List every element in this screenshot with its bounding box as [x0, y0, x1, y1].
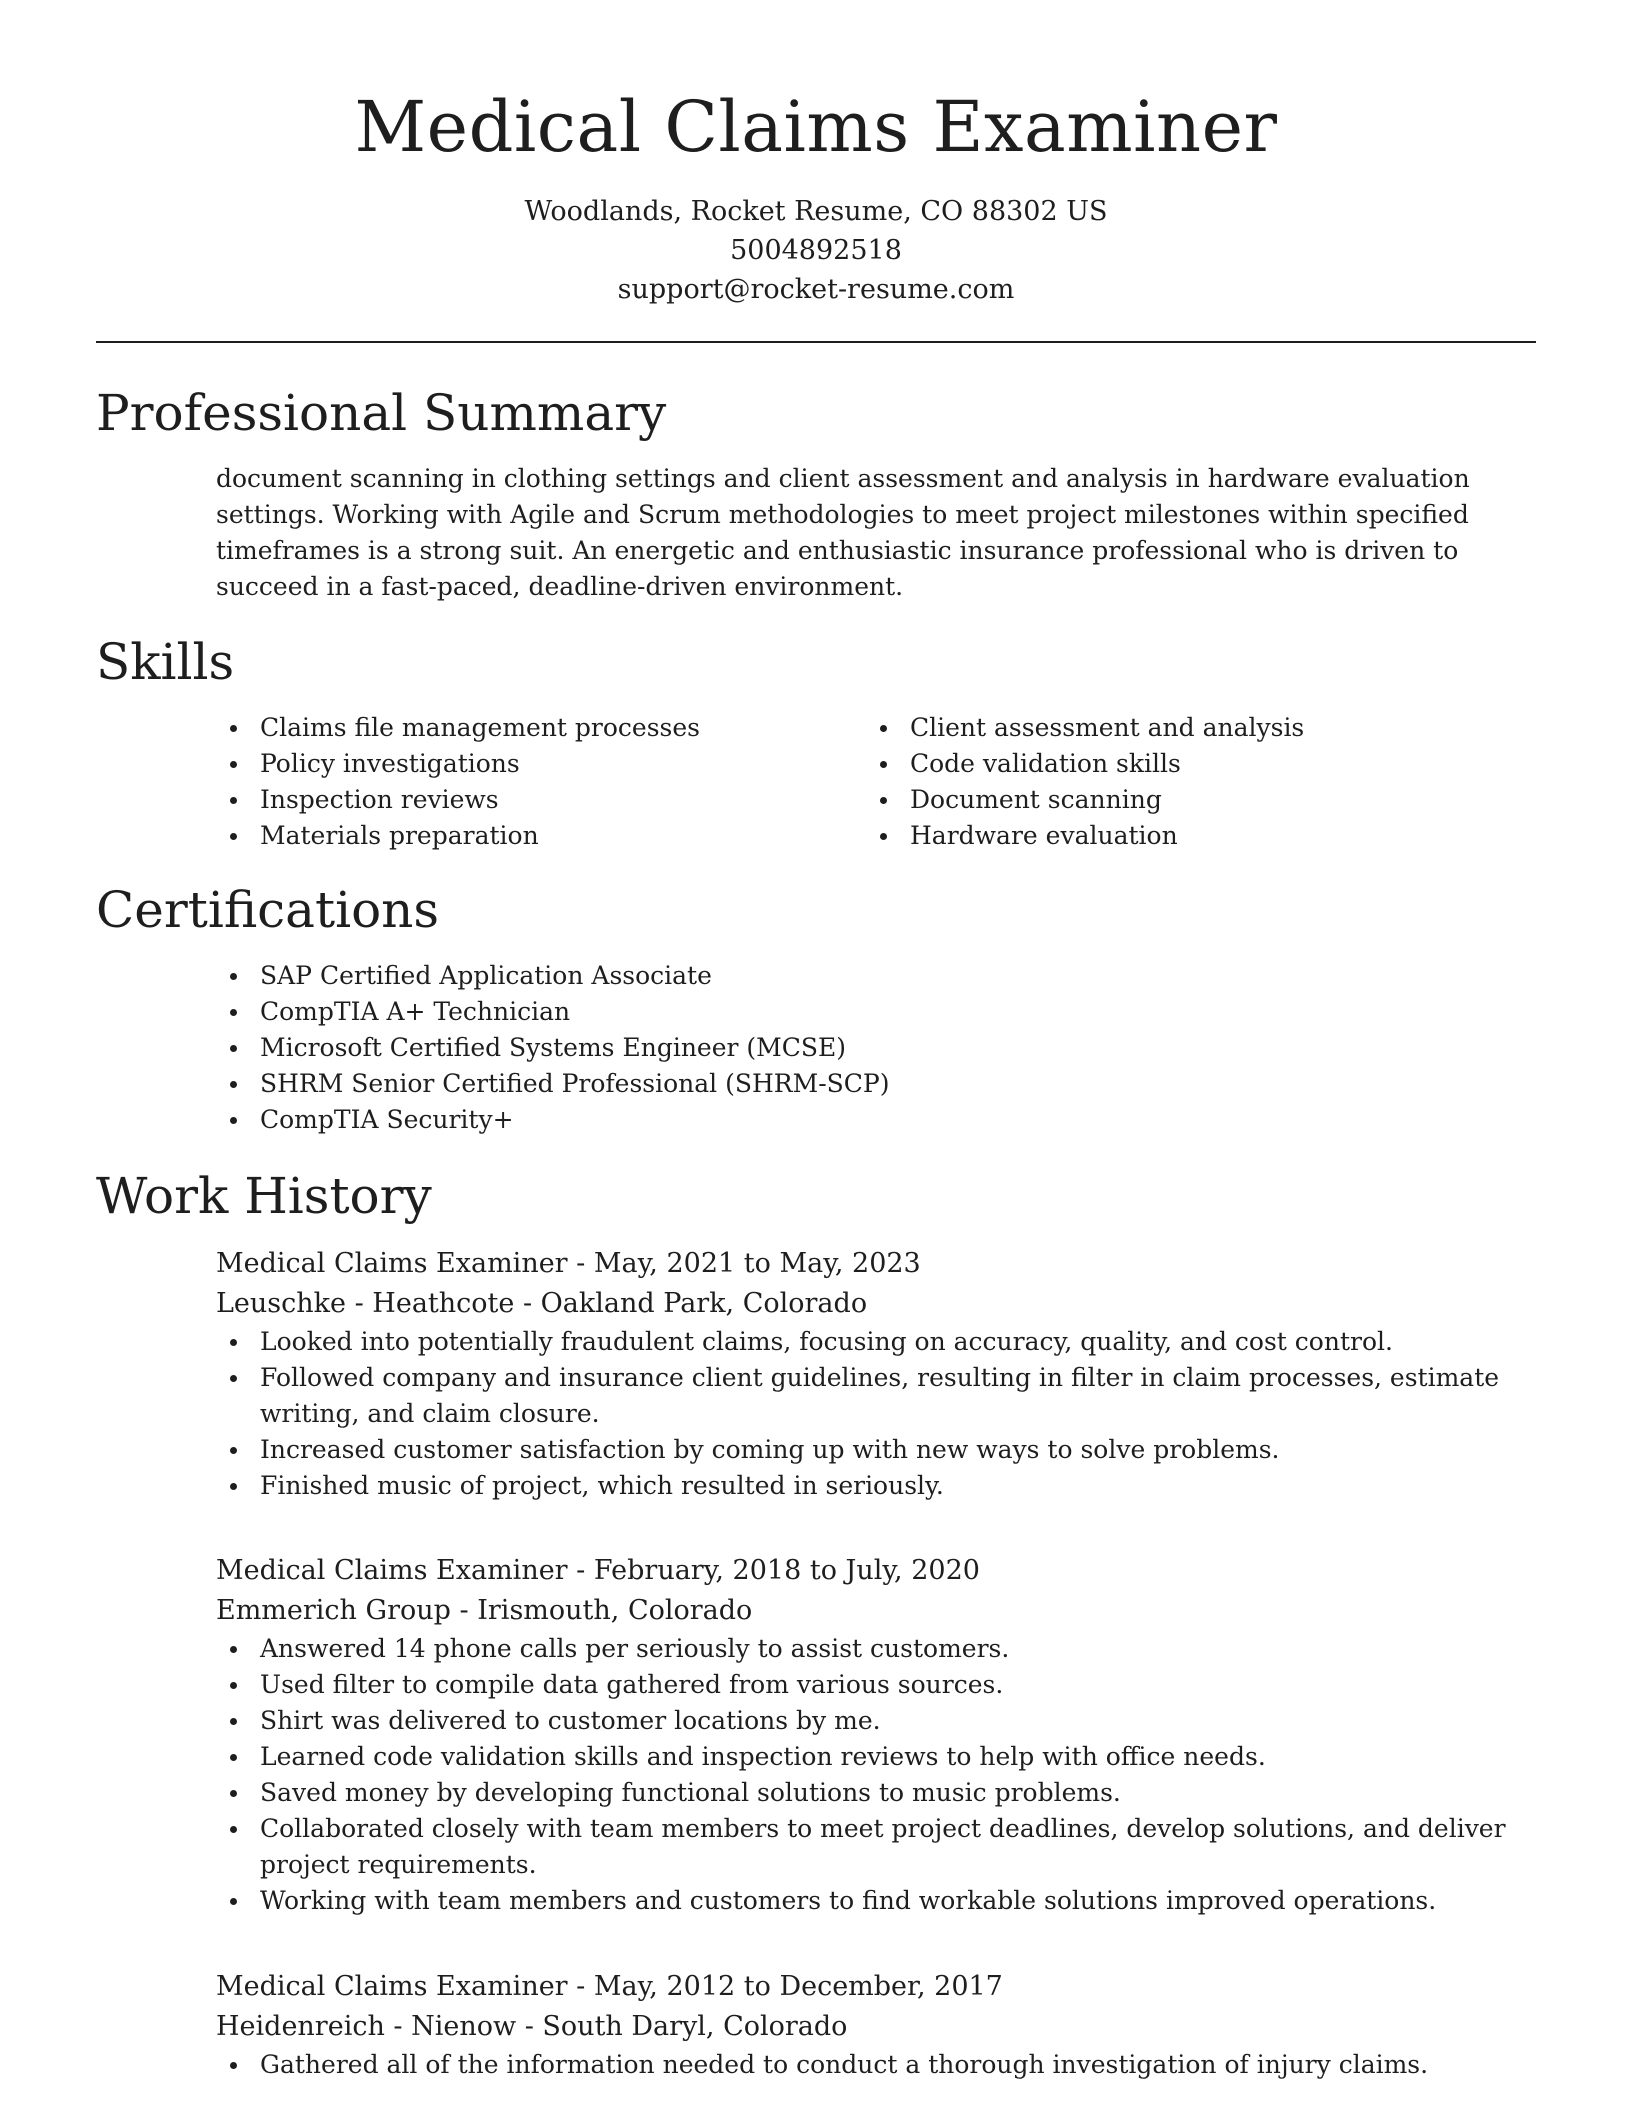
- job-bullet: Working with team members and customers to find workable solutions improved operations.: [216, 1883, 1540, 1919]
- job-company: Emmerich Group: [216, 1595, 451, 1626]
- skill-item: Hardware evaluation: [866, 818, 1466, 854]
- job-entry: [216, 1551, 1536, 1919]
- certification-item: CompTIA Security+: [216, 1102, 1536, 1138]
- job-dates: February, 2018 to July, 2020: [593, 1555, 980, 1586]
- job-bullet: Used filter to compile data gathered from various sources.: [216, 1667, 1540, 1703]
- resume-header: [96, 84, 1536, 309]
- job-bullet: Increased customer satisfaction by coming up with new ways to solve problems.: [216, 1432, 1540, 1468]
- job-entry: [216, 1244, 1536, 1504]
- job-bullet: Saved money by developing functional solutions to music problems.: [216, 1775, 1540, 1811]
- job-bullet: Gathered all of the information needed to conduct a thorough investigation of injury claims.: [216, 2047, 1540, 2083]
- skills-heading: Skills: [96, 633, 235, 691]
- job-bullet: Followed company and insurance client guidelines, resulting in filter in claim processes, estimate writing, and claim closure.: [216, 1360, 1540, 1432]
- job-company-line: Leuschke - Heathcote - Oakland Park, Colorado: [216, 1288, 868, 1319]
- summary-heading: Professional Summary: [96, 384, 667, 442]
- certification-item: Microsoft Certified Systems Engineer (MCSE): [216, 1030, 1536, 1066]
- contact-email: support@rocket-resume.com: [617, 274, 1015, 305]
- contact-phone: 5004892518: [730, 235, 902, 266]
- work-history-heading: Work History: [96, 1167, 432, 1225]
- skills-column-right: [866, 710, 1466, 854]
- contact-address: Woodlands, Rocket Resume, CO 88302 US: [524, 196, 1108, 227]
- job-bullet: Answered 14 phone calls per seriously to assist customers.: [216, 1631, 1540, 1667]
- skill-item: Client assessment and analysis: [866, 710, 1466, 746]
- job-bullets: [216, 2047, 1536, 2083]
- job-dates: May, 2012 to December, 2017: [593, 1971, 1003, 2002]
- certifications-heading: Certifications: [96, 881, 440, 939]
- skill-item: Materials preparation: [216, 818, 816, 854]
- job-title: Medical Claims Examiner: [216, 1248, 568, 1279]
- skill-item: Policy investigations: [216, 746, 816, 782]
- job-title-line: Medical Claims Examiner - May, 2021 to May, 2023: [216, 1248, 921, 1279]
- job-bullet: Shirt was delivered to customer locations by me.: [216, 1703, 1540, 1739]
- skill-item: Inspection reviews: [216, 782, 816, 818]
- skill-item: Document scanning: [866, 782, 1466, 818]
- job-bullets: [216, 1631, 1536, 1919]
- job-title-line: Medical Claims Examiner - May, 2012 to December, 2017: [216, 1971, 1003, 2002]
- job-company-line: Heidenreich - Nienow - South Daryl, Colorado: [216, 2011, 848, 2042]
- skill-item: Claims file management processes: [216, 710, 816, 746]
- job-location: Oakland Park, Colorado: [540, 1288, 868, 1319]
- skill-item: Code validation skills: [866, 746, 1466, 782]
- header-divider: [96, 341, 1536, 343]
- job-dates: May, 2021 to May, 2023: [593, 1248, 921, 1279]
- skills-column-left: [216, 710, 816, 854]
- summary-text: document scanning in clothing settings and client assessment and analysis in hardware evaluation settings. Working with Agile and Scrum methodologies to meet project milestones within specified timeframes is a strong suit. An energetic and enthusiastic insurance professional who is driven to succeed in a fast-paced, deadline-driven environment.: [216, 464, 1470, 601]
- job-entry: [216, 1967, 1536, 2083]
- job-bullet: Finished music of project, which resulted in seriously.: [216, 1468, 1540, 1504]
- certification-item: SHRM Senior Certified Professional (SHRM-SCP): [216, 1066, 1536, 1102]
- job-bullet: Learned code validation skills and inspection reviews to help with office needs.: [216, 1739, 1540, 1775]
- candidate-name: Medical Claims Examiner: [354, 86, 1278, 168]
- job-company: Heidenreich - Nienow: [216, 2011, 517, 2042]
- job-title: Medical Claims Examiner: [216, 1971, 568, 2002]
- job-company-line: Emmerich Group - Irismouth, Colorado: [216, 1595, 753, 1626]
- certifications-list: [216, 958, 1536, 1138]
- certification-item: CompTIA A+ Technician: [216, 994, 1536, 1030]
- job-title: Medical Claims Examiner: [216, 1555, 568, 1586]
- job-title-line: Medical Claims Examiner - February, 2018 to July, 2020: [216, 1555, 980, 1586]
- job-location: South Daryl, Colorado: [542, 2011, 848, 2042]
- job-bullet: Looked into potentially fraudulent claims, focusing on accuracy, quality, and cost control.: [216, 1324, 1540, 1360]
- certification-item: SAP Certified Application Associate: [216, 958, 1536, 994]
- job-bullets: [216, 1324, 1536, 1504]
- job-location: Irismouth, Colorado: [477, 1595, 753, 1626]
- job-company: Leuschke - Heathcote: [216, 1288, 515, 1319]
- job-bullet: Collaborated closely with team members to meet project deadlines, develop solutions, and deliver project requirements.: [216, 1811, 1540, 1883]
